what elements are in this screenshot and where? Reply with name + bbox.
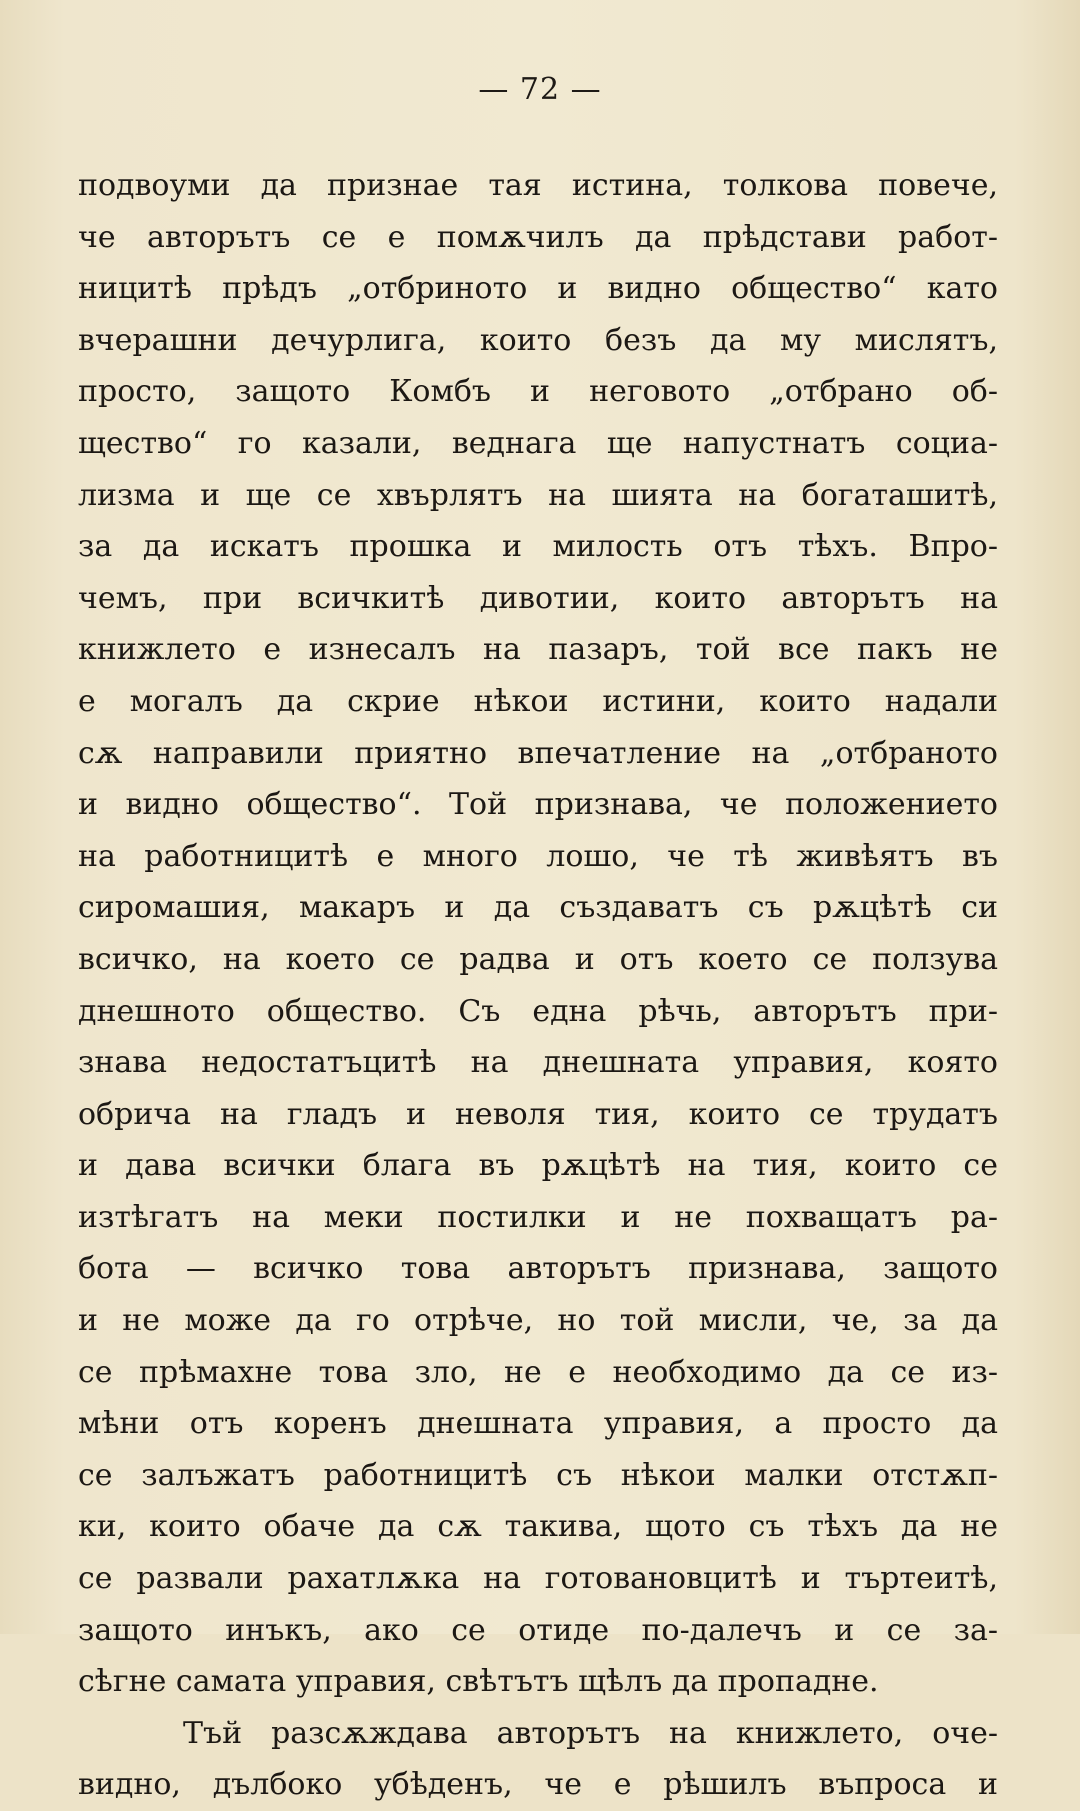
text-line: чемъ, при всичкитѣ дивотии, които авторътъ на bbox=[78, 580, 998, 616]
text-line: на работницитѣ е много лошо, че тѣ живѣятъ въ bbox=[78, 838, 998, 874]
text-line: просто, защото Комбъ и неговото „отбрано об- bbox=[78, 374, 998, 410]
body-text bbox=[78, 160, 998, 1811]
text-line: за да искатъ прошка и милость отъ тѣхъ. Впро- bbox=[78, 529, 998, 565]
text-line-indented: Тъй разсѫждава авторътъ на книжлето, оче- bbox=[183, 1715, 998, 1751]
text-line: ки, които обаче да сѫ такива, щото съ тѣхъ да не bbox=[78, 1509, 998, 1545]
text-line: лизма и ще се хвърлятъ на шията на богаташитѣ, bbox=[78, 477, 998, 513]
text-line: знава недостатъцитѣ на днешната управия, която bbox=[78, 1045, 998, 1081]
text-line: видно, дълбоко убѣденъ, че е рѣшилъ въпроса и bbox=[78, 1767, 998, 1803]
text-line: днешното общество. Съ една рѣчь, авторътъ при- bbox=[78, 993, 998, 1029]
text-line: ницитѣ прѣдъ „отбриното и видно общество“ като bbox=[78, 271, 998, 307]
text-line: сѣгне самата управия, свѣтътъ щѣлъ да пропадне. bbox=[78, 1664, 879, 1700]
text-line: сѫ направили приятно впечатление на „отбраното bbox=[78, 735, 998, 771]
text-line: се прѣмахне това зло, не е необходимо да се из- bbox=[78, 1354, 998, 1390]
text-line: мѣни отъ коренъ днешната управия, а просто да bbox=[78, 1406, 998, 1442]
text-line: се залъжатъ работницитѣ съ нѣкои малки отстѫп- bbox=[78, 1457, 998, 1493]
text-line: че авторътъ се е помѫчилъ да прѣдстави работ- bbox=[78, 219, 998, 255]
text-line: подвоуми да признае тая истина, толкова повече, bbox=[78, 168, 998, 203]
text-line: защото инъкъ, ако се отиде по-далечъ и се за- bbox=[78, 1612, 998, 1648]
text-line: се развали рахатлѫка на готовановцитѣ и търтеитѣ, bbox=[78, 1561, 998, 1597]
text-line: обрича на гладъ и неволя тия, които се трудатъ bbox=[78, 1096, 998, 1132]
text-line: щество“ го казали, веднага ще напустнатъ социа- bbox=[78, 425, 998, 461]
text-line: вчерашни дечурлига, които безъ да му мислятъ, bbox=[78, 322, 998, 358]
text-line: и не може да го отрѣче, но той мисли, че, за да bbox=[78, 1303, 998, 1339]
page-number: — 72 — bbox=[478, 72, 602, 107]
text-line: всичко, на което се радва и отъ което се ползува bbox=[78, 941, 998, 977]
text-line: книжлето е изнесалъ на пазаръ, той все пакъ не bbox=[78, 632, 998, 668]
text-line: е могалъ да скрие нѣкои истини, които надали bbox=[78, 683, 998, 719]
text-line: бота — всичко това авторътъ признава, защото bbox=[78, 1251, 998, 1287]
text-line: и дава всички блага въ рѫцѣтѣ на тия, които се bbox=[78, 1148, 998, 1184]
text-line: сиромашия, макаръ и да създаватъ съ рѫцѣтѣ си bbox=[78, 890, 998, 926]
text-line: изтѣгатъ на меки постилки и не похващатъ ра- bbox=[78, 1199, 998, 1235]
text-line: и видно общество“. Той признава, че положението bbox=[78, 787, 998, 823]
